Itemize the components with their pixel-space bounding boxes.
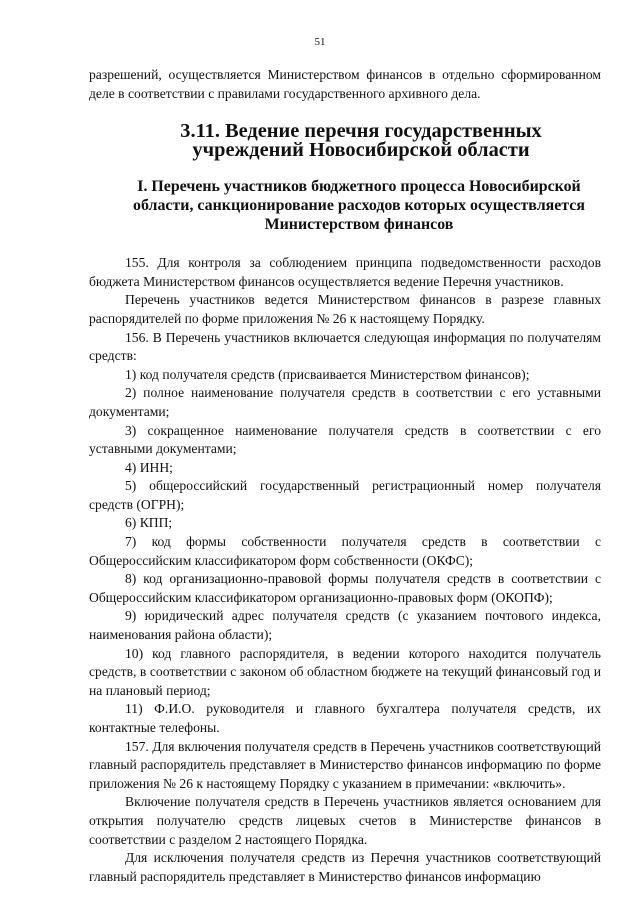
sub-heading: I. Перечень участников бюджетного процесса Новосибирской области, санкционирование расходов которых осуществляется Министерством финансов bbox=[133, 178, 585, 233]
paragraph-exclusion: Для исключения получателя средств из Перечня участников соответствующий главный распорядитель представляет в Министерство финансов информацию bbox=[89, 850, 601, 884]
paragraph-156: 156. В Перечень участников включается следующая информация по получателям средств: bbox=[89, 329, 601, 364]
list-item-10: 10) код главного распорядителя, в ведении которого находится получатель средств, в соответствии с законом об областном бюджете на текущий финансовый год и на плановый период; bbox=[89, 645, 601, 698]
paragraph-157: 157. Для включения получателя средств в Перечень участников соответствующий главный распорядитель представляет в Министерство финансов информацию по форме приложения № 26 к настоящему Порядку с указанием в примечании: «включить». bbox=[89, 738, 601, 791]
list-item-2: 2) полное наименование получателя средств в соответствии с его уставными документами; bbox=[89, 385, 601, 419]
paragraph-list-form: Перечень участников ведется Министерством финансов в разрезе главных распорядителей по форме приложения № 26 к настоящему Порядку. bbox=[89, 292, 601, 326]
list-item-3: 3) сокращенное наименование получателя средств в соответствии с его уставными документами; bbox=[89, 422, 601, 457]
list-item-4: 4) ИНН; bbox=[125, 459, 173, 475]
body-paragraphs bbox=[89, 254, 601, 886]
list-item-1: 1) код получателя средств (присваивается Министерством финансов); bbox=[125, 366, 530, 382]
paragraph-155: 155. Для контроля за соблюдением принципа подведомственности расходов бюджета Министерством финансов осуществляется ведение Перечня участников. bbox=[89, 255, 601, 289]
list-item-6: 6) КПП; bbox=[125, 515, 173, 531]
list-item-5: 5) общероссийский государственный регистрационный номер получателя средств (ОГРН); bbox=[89, 478, 601, 512]
page-content bbox=[89, 66, 601, 886]
list-item-8: 8) код организационно-правовой формы получателя средств в соответствии с Общероссийским классификатором организационно-правовых форм (ОКОПФ); bbox=[89, 571, 601, 605]
paragraph-inclusion-basis: Включение получателя средств в Перечень участников является основанием для открытия получателю средств лицевых счетов в Министерстве финансов в соответствии с разделом 2 настоящего Порядка. bbox=[89, 794, 601, 847]
list-item-7: 7) код формы собственности получателя средств в соответствии с Общероссийским классификатором форм собственности (ОКФС); bbox=[89, 534, 601, 568]
list-item-11: 11) Ф.И.О. руководителя и главного бухгалтера получателя средств, их контактные телефоны. bbox=[89, 701, 601, 735]
section-heading: 3.11. Ведение перечня государственных учреждений Новосибирской области bbox=[180, 120, 542, 161]
intro-paragraph: разрешений, осуществляется Министерством финансов в отдельно сформированном деле в соответствии с правилами государственного архивного дела. bbox=[89, 67, 601, 101]
page-number: 51 bbox=[314, 36, 326, 48]
list-item-9: 9) юридический адрес получателя средств (с указанием почтового индекса, наименования района области); bbox=[89, 608, 601, 643]
